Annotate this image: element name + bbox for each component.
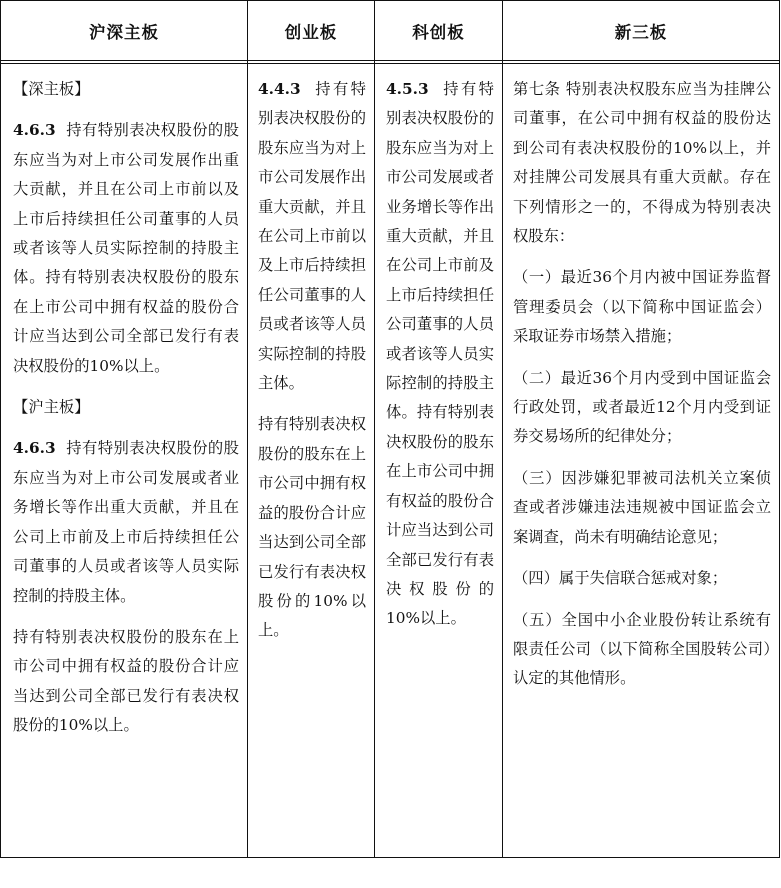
column-divider bbox=[247, 1, 248, 857]
chinext-cell bbox=[258, 75, 366, 853]
neeq-item-5: （五）全国中小企业股份转让系统有限责任公司（以下简称全国股转公司）认定的其他情形。 bbox=[513, 610, 771, 688]
chinext-clause-no: 4.4.3 bbox=[258, 80, 301, 98]
header-divider bbox=[1, 63, 779, 64]
star-rule bbox=[386, 75, 494, 634]
header-chinext: 创业板 bbox=[284, 22, 338, 42]
star-text: 持有特别表决权股份的股东应当为对上市公司发展或者业务增长等作出重大贡献，并且在公司上市前及上市后持续担任公司董事的人员或者该等人员实际控制的持股主体。持有特别表决权股份的股东在上市公司中拥有权益的股份合计应当达到公司全部已发行有表决权股份的10%以上。 bbox=[386, 80, 494, 628]
column-divider bbox=[502, 1, 503, 857]
chinext-text-2: 持有特别表决权股份的股东在上市公司中拥有权益的股份合计应当达到公司全部已发行有表决权股份的10%以上。 bbox=[258, 415, 366, 640]
shenzhen-tag: 【深主板】 bbox=[13, 80, 90, 98]
chinext-rule bbox=[258, 75, 366, 398]
neeq-item-4: （四）属于失信联合惩戒对象； bbox=[513, 569, 728, 588]
shanghai-rule bbox=[13, 434, 239, 610]
column-divider bbox=[374, 1, 375, 857]
neeq-cell bbox=[513, 75, 771, 853]
header-star-market: 科创板 bbox=[412, 22, 465, 42]
shanghai-text: 持有特别表决权股份的股东应当为对上市公司发展或者业务增长等作出重大贡献，并且在公司上市前及上市后持续担任公司董事的人员或者该等人员实际控制的持股主体。 bbox=[13, 439, 239, 605]
star-clause-no: 4.5.3 bbox=[386, 80, 429, 98]
neeq-item-2: （二）最近36个月内受到中国证监会行政处罚，或者最近12个月内受到证券交易场所的纪律处分； bbox=[513, 368, 771, 446]
header-main-board: 沪深主板 bbox=[89, 22, 159, 42]
chinext-text: 持有特别表决权股份的股东应当为对上市公司发展作出重大贡献，并且在公司上市前以及上市后持续担任公司董事的人员或者该等人员实际控制的持股主体。 bbox=[258, 80, 366, 393]
shanghai-clause-no: 4.6.3 bbox=[13, 439, 56, 458]
header-neeq: 新三板 bbox=[614, 22, 668, 42]
neeq-item-1: （一）最近36个月内被中国证券监督管理委员会（以下简称中国证监会）采取证券市场禁入措施； bbox=[513, 268, 771, 346]
header-divider bbox=[1, 60, 779, 61]
shanghai-text-2: 持有特别表决权股份的股东在上市公司中拥有权益的股份合计应当达到公司全部已发行有表决权股份的10%以上。 bbox=[13, 627, 239, 735]
main-board-cell bbox=[13, 75, 239, 853]
shenzhen-text: 持有特别表决权股份的股东应当为对上市公司发展作出重大贡献，并且在公司上市前以及上市后持续担任公司董事的人员或者该等人员实际控制的持股主体。持有特别表决权股份的股东在上市公司中拥有权益的股份合计应当达到公司全部已发行有表决权股份的10%以上。 bbox=[13, 121, 239, 375]
shenzhen-rule bbox=[13, 116, 239, 381]
neeq-intro: 第七条 特别表决权股东应当为挂牌公司董事，在公司中拥有权益的股份达到公司有表决权股份的10%以上，并对挂牌公司发展具有重大贡献。存在下列情形之一的，不得成为特别表决权股东： bbox=[513, 80, 771, 246]
shanghai-tag: 【沪主板】 bbox=[13, 398, 90, 417]
star-market-cell bbox=[386, 75, 494, 853]
shenzhen-clause-no: 4.6.3 bbox=[13, 121, 56, 140]
neeq-item-3: （三）因涉嫌犯罪被司法机关立案侦查或者涉嫌违法违规被中国证监会立案调查，尚未有明确结论意见； bbox=[513, 468, 771, 546]
